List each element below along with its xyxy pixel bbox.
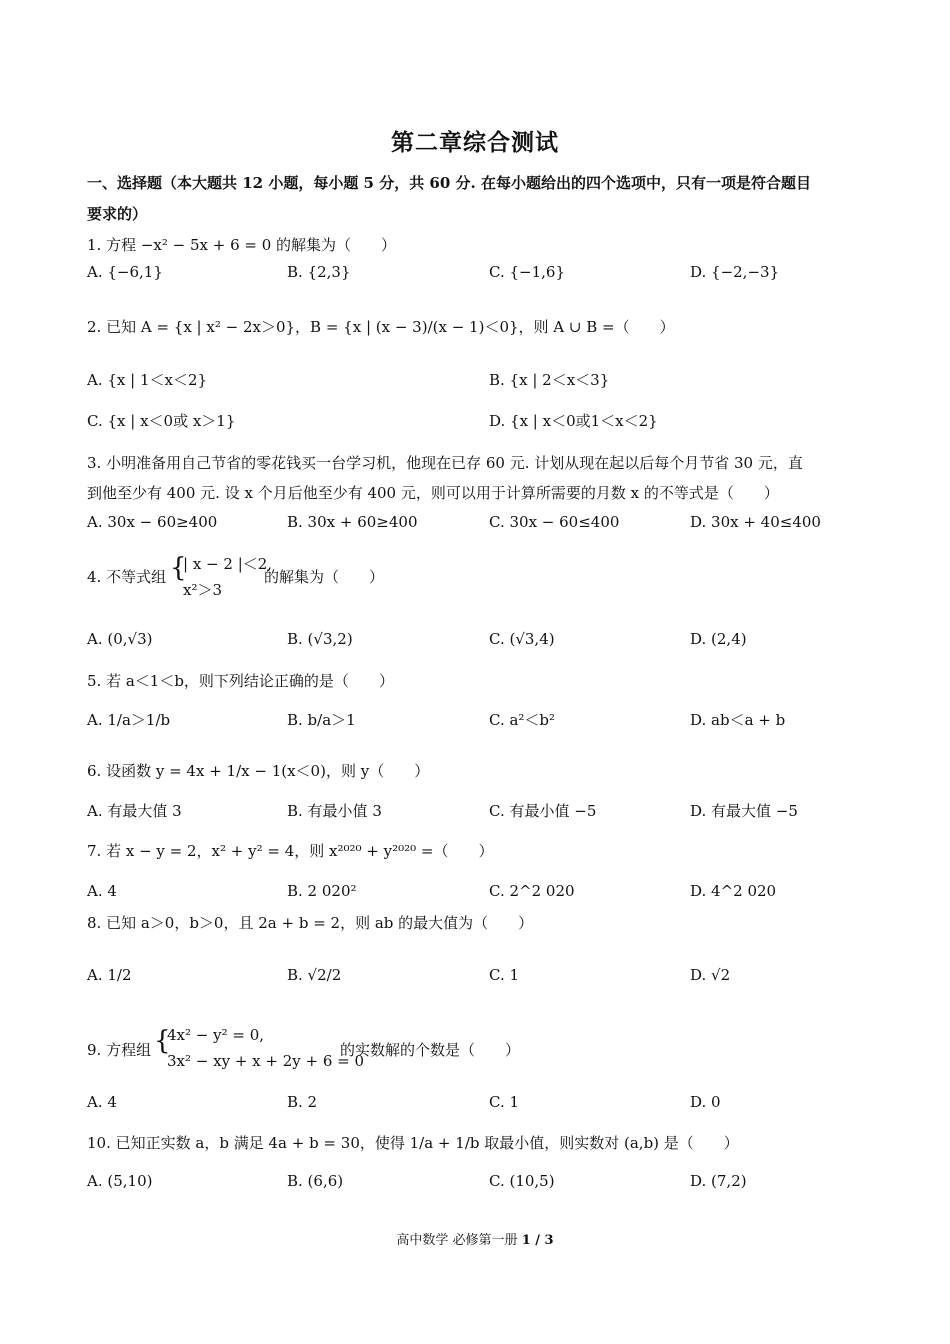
q9-option-b: B. 2	[287, 1093, 318, 1111]
q6-option-b: B. 有最小值 3	[287, 802, 382, 820]
question-6-stem: 6. 设函数 y = 4x + 1/x − 1(x＜0)，则 y（ ）	[87, 762, 430, 780]
question-4-prefix: 4. 不等式组	[87, 568, 167, 586]
question-1-stem: 1. 方程 −x² − 5x + 6 = 0 的解集为（ ）	[87, 236, 397, 254]
question-5-stem: 5. 若 a＜1＜b，则下列结论正确的是（ ）	[87, 672, 394, 690]
q8-option-d: D. √2	[690, 966, 731, 984]
q3-option-a: A. 30x − 60≥400	[87, 513, 218, 531]
q4-option-c: C. (√3,4)	[489, 630, 555, 648]
q1-option-c: C. {−1,6}	[489, 263, 565, 281]
q9-option-c: C. 1	[489, 1093, 520, 1111]
q5-option-a: A. 1/a＞1/b	[87, 711, 171, 729]
q10-option-a: A. (5,10)	[87, 1172, 153, 1190]
q3-option-d: D. 30x + 40≤400	[690, 513, 821, 531]
question-4-suffix: 的解集为（ ）	[264, 568, 385, 586]
q2-option-d: D. {x | x＜0或1＜x＜2}	[489, 412, 658, 430]
question-8-stem: 8. 已知 a＞0，b＞0，且 2a + b = 2，则 ab 的最大值为（ ）	[87, 914, 534, 932]
q7-option-a: A. 4	[87, 882, 117, 900]
q9-system-line1: 4x² − y² = 0,	[167, 1026, 265, 1044]
q5-option-d: D. ab＜a + b	[690, 711, 786, 729]
q7-option-c: C. 2^2 020	[489, 882, 575, 900]
q5-option-b: B. b/a＞1	[287, 711, 356, 729]
q6-option-d: D. 有最大值 −5	[690, 802, 798, 820]
q2-option-c: C. {x | x＜0或 x＞1}	[87, 412, 236, 430]
q1-option-b: B. {2,3}	[287, 263, 351, 281]
q1-option-a: A. {−6,1}	[87, 263, 163, 281]
section-heading-cont: 要求的）	[87, 205, 148, 223]
q4-option-b: B. (√3,2)	[287, 630, 353, 648]
page-number: 1 / 3	[521, 1233, 554, 1248]
question-3-stem: 3. 小明准备用自己节省的零花钱买一台学习机，他现在已存 60 元. 计划从现在起以后每个月节省 30 元，直	[87, 454, 803, 472]
footer-text: 高中数学 必修第一册	[396, 1233, 518, 1248]
system-brace: {	[154, 1026, 171, 1056]
question-10-stem: 10. 已知正实数 a，b 满足 4a + b = 30，使得 1/a + 1/b 取最小值，则实数对 (a,b) 是（ ）	[87, 1134, 739, 1152]
q7-option-b: B. 2 020²	[287, 882, 357, 900]
q10-option-d: D. (7,2)	[690, 1172, 747, 1190]
q3-option-b: B. 30x + 60≥400	[287, 513, 418, 531]
q1-option-d: D. {−2,−3}	[690, 263, 780, 281]
q10-option-b: B. (6,6)	[287, 1172, 344, 1190]
question-7-stem: 7. 若 x − y = 2，x² + y² = 4，则 x²⁰²⁰ + y²⁰²⁰ =（ ）	[87, 842, 494, 860]
q4-system-line2: x²＞3	[183, 581, 223, 599]
q8-option-b: B. √2/2	[287, 966, 342, 984]
q2-option-b: B. {x | 2＜x＜3}	[489, 371, 610, 389]
q9-system-line2: 3x² − xy + x + 2y + 6 = 0	[167, 1052, 365, 1070]
q4-option-d: D. (2,4)	[690, 630, 747, 648]
q6-option-c: C. 有最小值 −5	[489, 802, 597, 820]
section-heading: 一、选择题（本大题共 12 小题，每小题 5 分，共 60 分. 在每小题给出的四个选项中，只有一项是符合题目	[87, 174, 811, 192]
q4-system-line1: | x − 2 |＜2,	[183, 555, 273, 573]
question-9-suffix: 的实数解的个数是（ ）	[340, 1041, 521, 1059]
q3-option-c: C. 30x − 60≤400	[489, 513, 620, 531]
question-9-prefix: 9. 方程组	[87, 1041, 152, 1059]
q7-option-d: D. 4^2 020	[690, 882, 777, 900]
q2-option-a: A. {x | 1＜x＜2}	[87, 371, 208, 389]
q8-option-a: A. 1/2	[87, 966, 132, 984]
q8-option-c: C. 1	[489, 966, 520, 984]
system-brace: {	[170, 553, 187, 583]
q9-option-d: D. 0	[690, 1093, 721, 1111]
q9-option-a: A. 4	[87, 1093, 117, 1111]
question-3-stem-cont: 到他至少有 400 元. 设 x 个月后他至少有 400 元，则可以用于计算所需要的月数 x 的不等式是（ ）	[87, 484, 779, 502]
q4-option-a: A. (0,√3)	[87, 630, 153, 648]
page-footer	[0, 1229, 950, 1248]
q5-option-c: C. a²＜b²	[489, 711, 556, 729]
question-2-stem: 2. 已知 A = {x | x² − 2x＞0}，B = {x | (x − 3)/(x − 1)＜0}，则 A ∪ B =（ ）	[87, 318, 675, 336]
page-title: 第二章综合测试	[391, 129, 559, 156]
q6-option-a: A. 有最大值 3	[87, 802, 182, 820]
q10-option-c: C. (10,5)	[489, 1172, 555, 1190]
